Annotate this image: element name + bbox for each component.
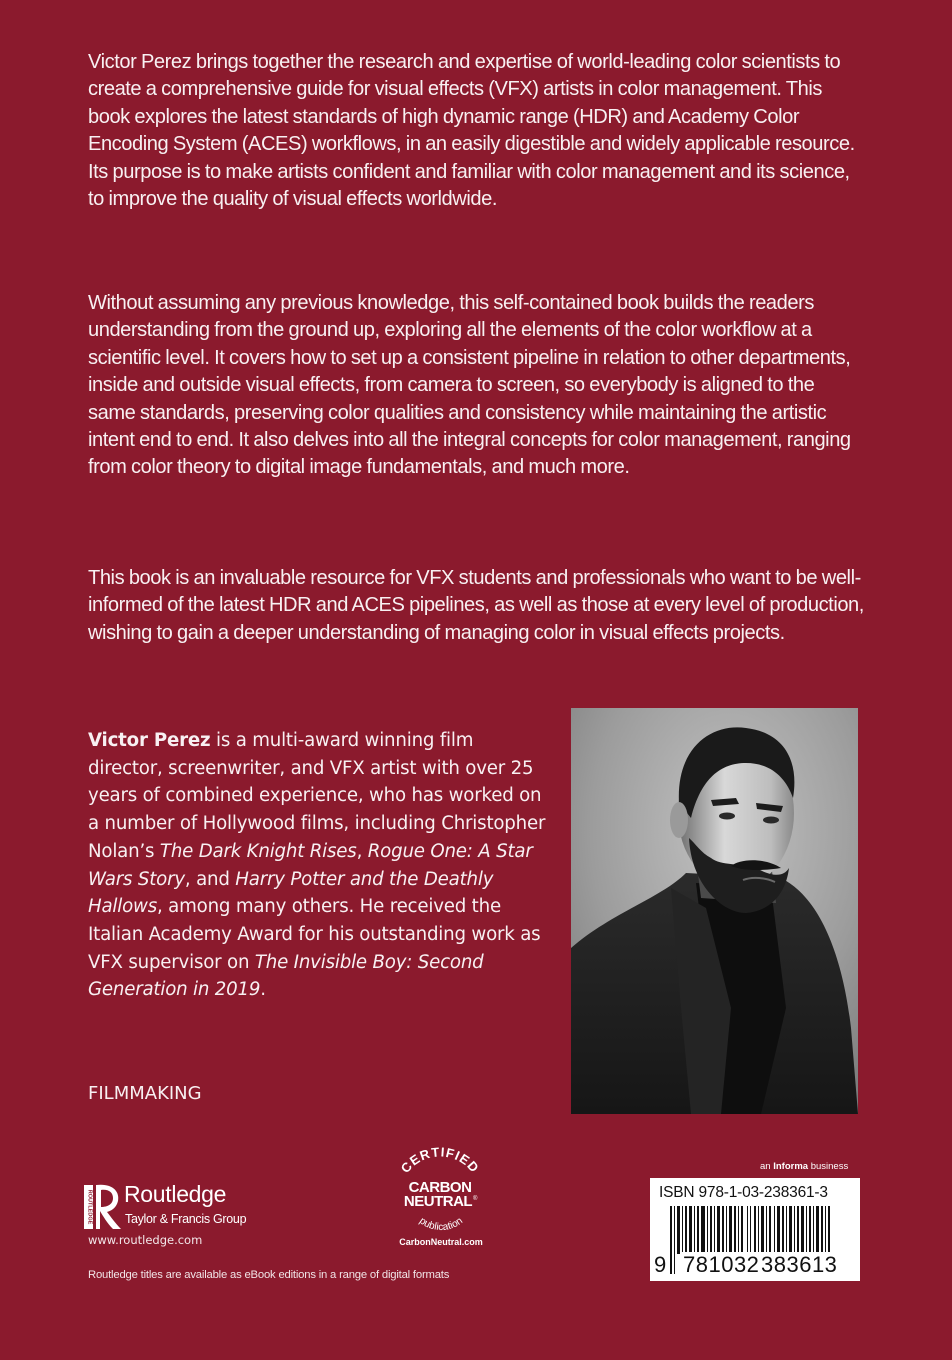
film-title: The Dark Knight Rises: [159, 840, 357, 862]
informa-prefix: an: [760, 1161, 774, 1172]
routledge-r-icon: [84, 1183, 124, 1231]
isbn-barcode: [650, 1178, 860, 1281]
isbn-label: ISBN 978-1-03-238361-3: [659, 1184, 828, 1201]
author-photo: [571, 708, 858, 1114]
ean-right-digits: 383613: [761, 1252, 838, 1277]
blurb-paragraph-3: This book is an invaluable resource for VFX students and professionals who want to be well-informed of the latest HDR and ACES pipelines, as well as those at every level of production, wishing to gain a deeper understanding of managing color in visual effects projects.: [88, 567, 864, 644]
film-title: The Invisible Boy: Second Generation in 2019: [88, 951, 484, 1001]
publisher-name: Routledge: [124, 1181, 227, 1207]
bio-text: , and: [184, 868, 236, 890]
informa-brand: Informa: [773, 1161, 809, 1172]
publisher-group: Taylor & Francis Group: [125, 1212, 247, 1226]
svg-text:CERTIFIED: CERTIFIED: [397, 1144, 483, 1176]
author-name: Victor Perez: [88, 730, 211, 751]
svg-text:publication: publication: [417, 1215, 465, 1234]
svg-text:NEUTRAL: NEUTRAL: [403, 1193, 473, 1210]
publisher-url-link[interactable]: www.routledge.com: [88, 1233, 203, 1247]
subject-category: FILMMAKING: [88, 1083, 202, 1104]
svg-text:®: ®: [473, 1196, 478, 1202]
bio-text: , among many others. He received the Italian Academy Award for his outstanding work as VFX supervisor on: [88, 896, 541, 973]
author-bio: [88, 727, 548, 1004]
ean-first-digit: 9: [654, 1252, 667, 1277]
carbon-neutral-logo-icon: [380, 1140, 500, 1252]
informa-tagline: [760, 1161, 848, 1172]
svg-text:CarbonNeutral.com: CarbonNeutral.com: [399, 1237, 483, 1247]
informa-suffix: business: [808, 1161, 849, 1172]
portrait-illustration: [571, 708, 858, 1114]
svg-text:ROUTLEDGE: ROUTLEDGE: [86, 1189, 93, 1225]
ean-left-digits: 781032: [683, 1252, 760, 1277]
svg-text:CARBON: CARBON: [408, 1179, 472, 1196]
bio-text: is a multi-award winning film director, screenwriter, and VFX artist with over 25 years of combined experience, who has worked on a number of Hollywood films, including Christopher Nolan’s: [88, 730, 546, 862]
film-title: Harry Potter and the Deathly Hallows: [88, 868, 494, 918]
ebook-availability-note: Routledge titles are available as eBook editions in a range of digital formats: [88, 1269, 450, 1281]
bio-text: ,: [356, 840, 368, 862]
bio-text: .: [260, 979, 266, 1001]
blurb-paragraph-2: Without assuming any previous knowledge, this self-contained book builds the readers understanding from the ground up, exploring all the elements of the color workflow at a scientific level. It covers how to set up a consistent pipeline in relation to other departments, inside and outside visual effects, from camera to screen, so everybody is aligned to the same standards, preserving color qualities and consistency while maintaining the artistic intent end to end. It also delves into all the integral concepts for color management, ranging from color theory to digital image fundamentals, and much more.: [88, 292, 851, 479]
film-title: Rogue One: A Star Wars Story: [88, 840, 533, 890]
blurb-paragraph-1: Victor Perez brings together the research and expertise of world-leading color scientists to create a comprehensive guide for visual effects (VFX) artists in color management. This book explores the latest standards of high dynamic range (HDR) and Academy Color Encoding System (ACES) workflows, in an easily digestible and widely applicable resource. Its purpose is to make artists confident and familiar with color management and its science, to improve the quality of visual effects worldwide.: [88, 51, 855, 211]
carbon-neutral-badge: [380, 1140, 500, 1252]
